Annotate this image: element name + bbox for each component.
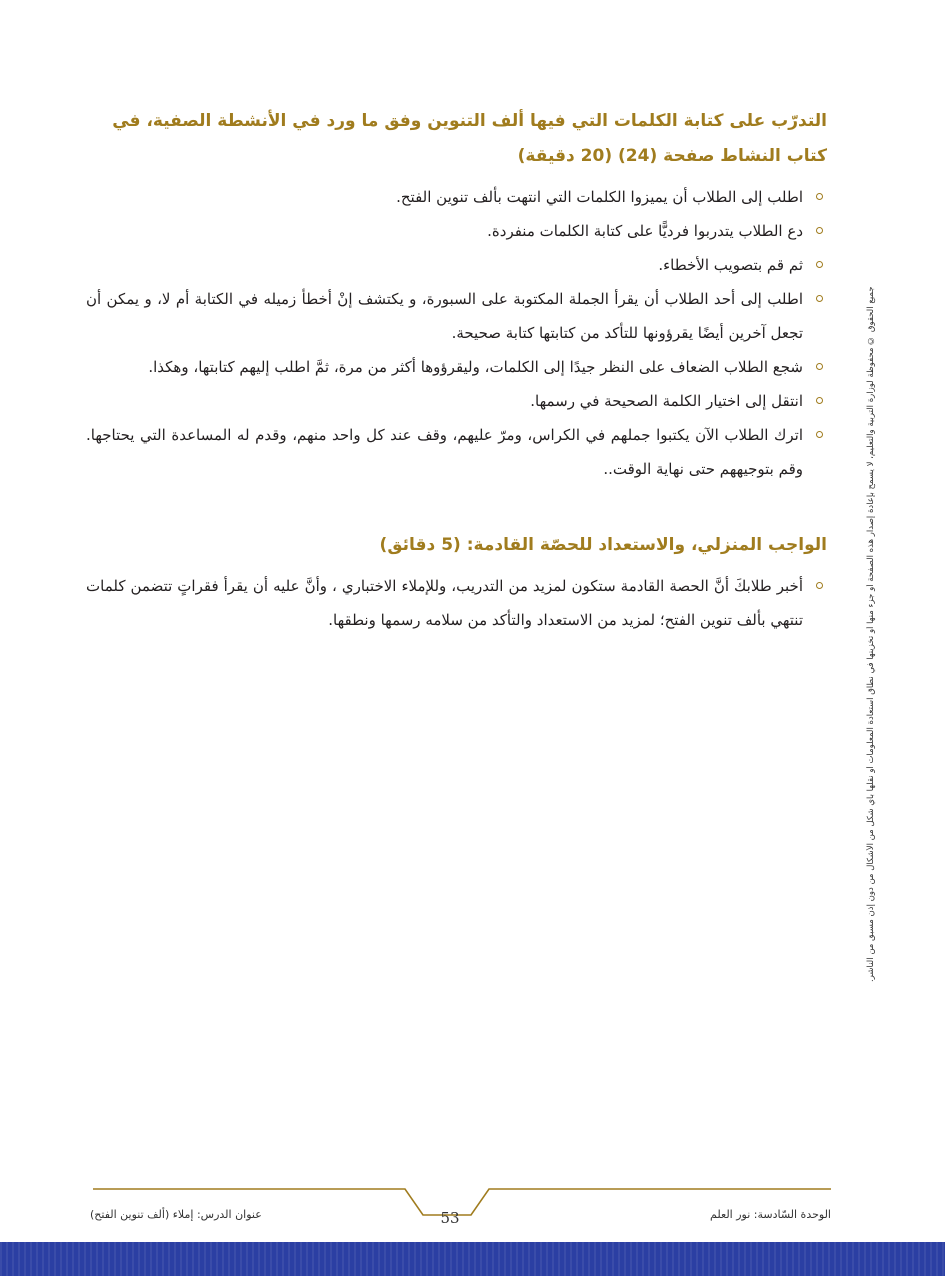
activity-heading: التدرّب على كتابة الكلمات التي فيها ألف التنوين وفق ما ورد في الأنشطة الصفية، في كتاب النشاط صفحة (24) (20 دقيقة) (112, 111, 827, 166)
ring-bullet-icon (816, 261, 823, 268)
activity-steps-list (86, 180, 831, 486)
ring-bullet-icon (816, 295, 823, 302)
list-item (86, 350, 831, 384)
list-item (86, 384, 831, 418)
list-item (86, 282, 831, 350)
step-text: دع الطلاب يتدربوا فرديًّا على كتابة الكلمات منفردة. (487, 222, 803, 240)
ring-bullet-icon (816, 193, 823, 200)
homework-text: أخبر طلابكَ أنَّ الحصة القادمة ستكون لمزيد من التدريب، وللإملاء الاختباري ، وأنَّ عليه أن يقرأ فقراتٍ تتضمن كلمات تنتهي بألف تنوين الفتح؛ لمزيد من الاستعداد والتأكد من سلامه رسمها ونطقها. (86, 577, 803, 629)
footer-unit-title: الوحدة السّادسة: نور العلم (710, 1208, 831, 1221)
ring-bullet-icon (816, 431, 823, 438)
ring-bullet-icon (816, 227, 823, 234)
step-text: انتقل إلى اختيار الكلمة الصحيحة في رسمها. (530, 392, 803, 410)
step-text: ثم قم بتصويب الأخطاء. (658, 256, 803, 274)
footer-lesson-title: عنوان الدرس: إملاء (ألف تنوين الفتح) (90, 1208, 262, 1221)
step-text: شجع الطلاب الضعاف على النظر جيدًا إلى الكلمات، وليقرؤوها أكثر من مرة، ثمَّ اطلب إليهم كتابتها، وهكذا. (148, 358, 803, 376)
list-item (86, 214, 831, 248)
bottom-color-band (0, 1242, 945, 1276)
step-text: اطلب إلى الطلاب أن يميزوا الكلمات التي انتهت بألف تنوين الفتح. (396, 188, 803, 206)
homework-list (86, 569, 831, 637)
homework-heading: الواجب المنزلي، والاستعداد للحصّة القادمة: (5 دقائق) (379, 535, 827, 555)
list-item (86, 418, 831, 486)
ring-bullet-icon (816, 582, 823, 589)
ring-bullet-icon (816, 397, 823, 404)
list-item (86, 180, 831, 214)
step-text: اترك الطلاب الآن يكتبوا جملهم في الكراس، ومرّ عليهم، وقف عند كل واحد منهم، وقدم له المساعدة التي يحتاجها. وقم بتوجيههم حتى نهاية الوقت.. (86, 426, 803, 478)
ring-bullet-icon (816, 363, 823, 370)
list-item (86, 569, 831, 637)
list-item (86, 248, 831, 282)
page-content (86, 104, 831, 637)
copyright-vertical-note: جميع الحقوق © محفوظة لوزارة التربية والتعليم، لا يسمح بإعادة إصدار هذه الصفحة أو جزء منها أو تخزينها في نطاق استعادة المعلومات أو نقلها بأي شكل من الأشكال من دون إذن مسبق من الناشر. (866, 286, 876, 982)
page-number: 53 (440, 1209, 460, 1227)
step-text: اطلب إلى أحد الطلاب أن يقرأ الجملة المكتوبة على السبورة، و يكتشف إنْ أخطأ زميله في الكتابة أم لا، و يمكن أن تجعل آخرين أيضًا يقرؤونها للتأكد من كتابتها كتابة صحيحة. (86, 290, 803, 342)
